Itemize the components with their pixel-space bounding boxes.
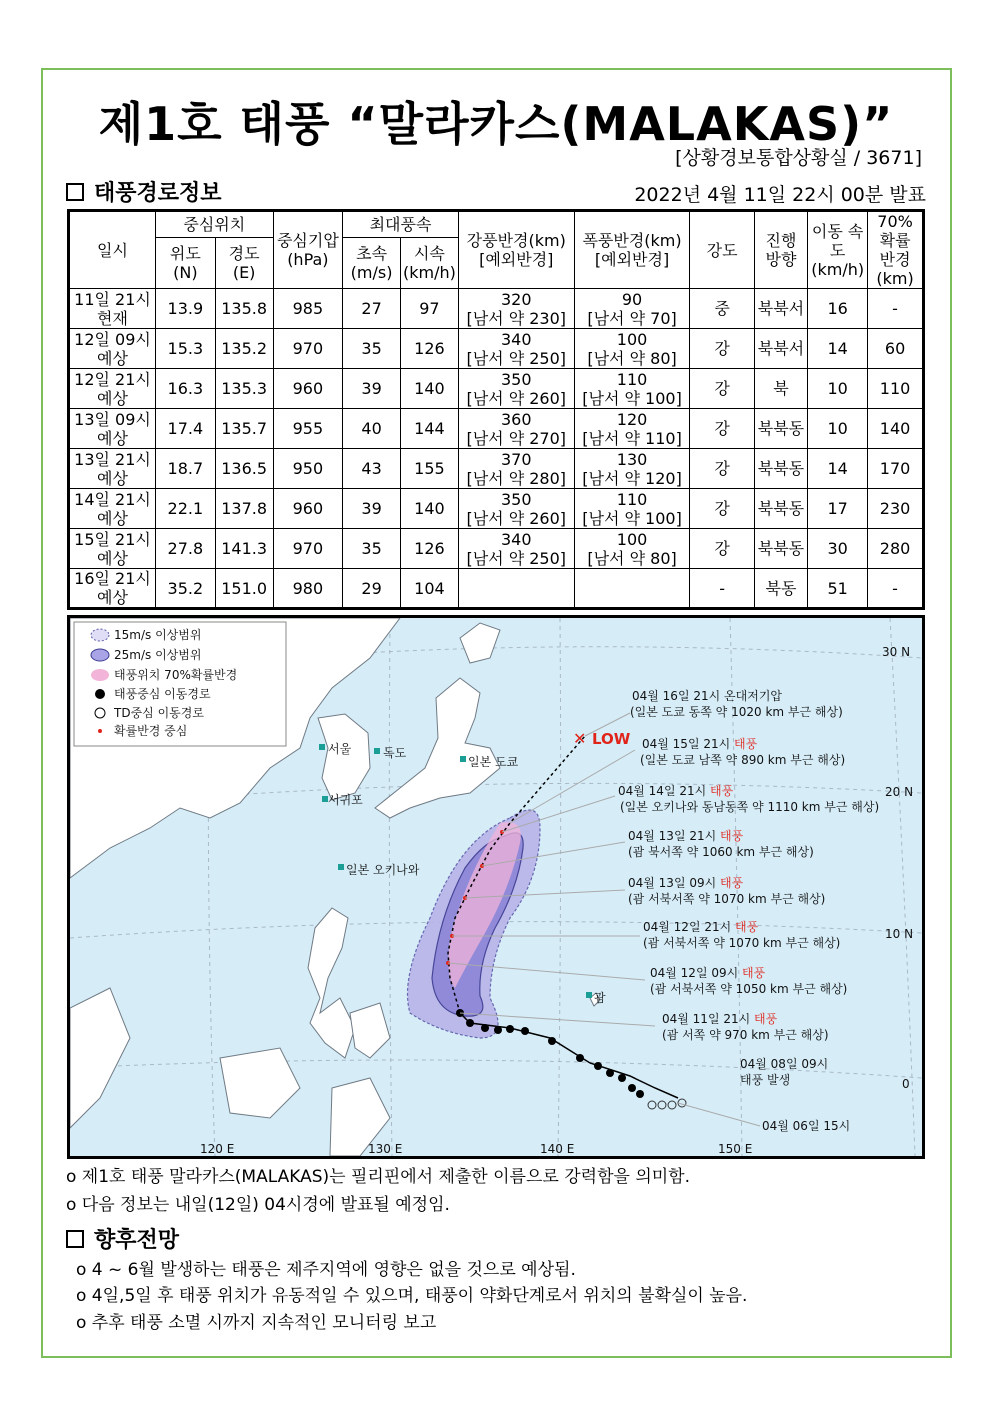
cell-storm <box>574 329 690 369</box>
section-outlook-title: 향후전망 <box>94 1228 180 1253</box>
cell-storm <box>574 529 690 569</box>
section-track-info <box>66 176 222 207</box>
anno-2-desc: (일본 오키나와 동남동쪽 약 1110 km 부근 해상) <box>620 800 880 814</box>
cell-storm-main: 110 <box>616 369 648 389</box>
cell-datetime <box>69 289 156 329</box>
cell-storm-main: 90 <box>621 289 643 309</box>
legend-gale-swatch <box>91 629 109 641</box>
table-row <box>69 289 924 329</box>
header-pressure: 중심기압 (hPa) <box>273 211 343 289</box>
cell-direction: 북동 <box>754 569 807 609</box>
anno-5-date: 04월 12일 21시 태풍 <box>643 920 759 934</box>
header-gale: 강풍반경(km) [예외반경] <box>458 211 574 289</box>
cell-lon: 137.8 <box>215 489 273 529</box>
cell-storm-sub: [남서 약 70] <box>587 308 677 328</box>
td-date: 04월 06일 15시 <box>762 1119 851 1133</box>
cell-wind-kmh: 144 <box>400 409 458 449</box>
cell-gale-sub: [남서 약 260] <box>466 388 567 408</box>
cell-wind-ms: 43 <box>343 449 401 489</box>
cell-gale-main: 340 <box>500 329 532 349</box>
cell-pressure: 970 <box>273 529 343 569</box>
cell-pressure: 985 <box>273 289 343 329</box>
table-row <box>69 489 924 529</box>
cell-storm-sub: [남서 약 80] <box>587 548 677 568</box>
legend-item-3: 태풍위치 70%확률반경 <box>114 668 238 682</box>
cell-datetime <box>69 329 156 369</box>
cell-wind-ms: 35 <box>343 329 401 369</box>
cell-gale <box>458 489 574 529</box>
legend-prob-swatch <box>91 669 109 681</box>
anno-6-desc: (괌 서북서쪽 약 1050 km 부근 해상) <box>650 982 848 996</box>
checkbox-square-icon <box>66 1230 84 1248</box>
cell-direction: 북북서 <box>754 289 807 329</box>
track-table <box>67 209 925 610</box>
cell-storm-main: 130 <box>616 449 648 469</box>
cell-lat: 17.4 <box>156 409 216 449</box>
header-storm: 폭풍반경(km) [예외반경] <box>574 211 690 289</box>
cell-intensity: 강 <box>690 409 754 449</box>
outlook-3: o 추후 태풍 소멸 시까지 지속적인 모니터링 보고 <box>76 1313 437 1333</box>
header-center: 중심위치 <box>156 211 274 238</box>
cell-lon: 151.0 <box>215 569 273 609</box>
cell-gale <box>458 289 574 329</box>
cell-intensity: 강 <box>690 329 754 369</box>
cell-pressure: 960 <box>273 489 343 529</box>
cell-lon: 135.2 <box>215 329 273 369</box>
cell-pressure: 960 <box>273 369 343 409</box>
table-row <box>69 569 924 609</box>
cell-datetime-sub: 예상 <box>97 588 128 607</box>
table-row <box>69 529 924 569</box>
cell-pressure: 970 <box>273 329 343 369</box>
cell-storm-sub: [남서 약 110] <box>582 428 682 448</box>
cell-datetime-main: 12일 21시 <box>74 369 151 389</box>
cell-gale-sub: [남서 약 230] <box>466 308 567 328</box>
cell-wind-ms: 29 <box>343 569 401 609</box>
cell-speed: 17 <box>808 489 868 529</box>
place-seogwipo: 서귀포 <box>328 793 363 807</box>
cell-pressure: 980 <box>273 569 343 609</box>
cell-prob: 230 <box>868 489 924 529</box>
cell-direction: 북 <box>754 369 807 409</box>
map-legend <box>74 622 286 746</box>
cell-direction: 북북서 <box>754 329 807 369</box>
cell-speed: 16 <box>808 289 868 329</box>
checkbox-square-icon <box>66 183 84 201</box>
cell-gale <box>458 569 574 609</box>
cell-wind-kmh: 126 <box>400 329 458 369</box>
issued-time: 2022년 4월 11일 22시 00분 발표 <box>634 184 926 206</box>
lon-label-140: 140 E <box>540 1142 575 1156</box>
cell-speed: 51 <box>808 569 868 609</box>
cell-gale <box>458 329 574 369</box>
cell-storm <box>574 569 690 609</box>
lat-label-30: 30 N <box>882 645 911 659</box>
cell-gale-sub: [남서 약 280] <box>466 468 567 488</box>
office-info: [상황경보통합상황실 / 3671] <box>675 147 922 169</box>
cell-lat: 18.7 <box>156 449 216 489</box>
cell-prob: 280 <box>868 529 924 569</box>
legend-item-1: 15m/s 이상범위 <box>114 628 202 642</box>
cell-datetime <box>69 489 156 529</box>
cell-intensity: 강 <box>690 489 754 529</box>
cell-wind-ms: 35 <box>343 529 401 569</box>
header-lon: 경도(E) <box>215 237 273 288</box>
track-map <box>67 615 925 1159</box>
table-row <box>69 409 924 449</box>
cell-wind-kmh: 104 <box>400 569 458 609</box>
cell-storm <box>574 369 690 409</box>
note-2: o 다음 정보는 내일(12일) 04시경에 발표될 예정임. <box>66 1195 450 1215</box>
anno-1-date: 04월 15일 21시 태풍 <box>642 737 758 751</box>
place-dokdo: 독도 <box>383 746 407 760</box>
legend-item-4: 태풍중심 이동경로 <box>114 687 211 701</box>
anno-0-desc: (일본 도쿄 동쪽 약 1020 km 부근 해상) <box>630 705 843 719</box>
cell-prob: - <box>868 569 924 609</box>
cell-gale-main: 340 <box>500 529 532 549</box>
cell-datetime <box>69 569 156 609</box>
cell-gale-main: 350 <box>500 369 532 389</box>
anno-4-date: 04월 13일 09시 태풍 <box>628 876 744 890</box>
table-row <box>69 449 924 489</box>
cell-lat: 16.3 <box>156 369 216 409</box>
section-outlook <box>66 1223 179 1254</box>
cell-storm-sub: [남서 약 100] <box>582 388 682 408</box>
cell-pressure: 950 <box>273 449 343 489</box>
place-tokyo: 일본 도쿄 <box>468 755 519 769</box>
anno-5-desc: (괌 서북서쪽 약 1070 km 부근 해상) <box>643 936 841 950</box>
header-direction: 진행 방향 <box>754 211 807 289</box>
anno-1-desc: (일본 도쿄 남쪽 약 890 km 부근 해상) <box>640 753 846 767</box>
cell-gale-main: 320 <box>500 289 532 309</box>
lat-label-10: 10 N <box>885 927 914 941</box>
cell-direction: 북북동 <box>754 489 807 529</box>
cell-intensity: 강 <box>690 529 754 569</box>
cell-gale <box>458 409 574 449</box>
low-marker-icon: ✕ <box>573 729 587 748</box>
cell-storm <box>574 289 690 329</box>
header-intensity: 강도 <box>690 211 754 289</box>
cell-datetime-main: 16일 21시 <box>74 569 151 588</box>
cell-gale-main: 350 <box>500 489 532 509</box>
place-okinawa: 일본 오키나와 <box>346 863 420 877</box>
cell-intensity: 강 <box>690 449 754 489</box>
cell-prob: 170 <box>868 449 924 489</box>
cell-gale-sub: [남서 약 250] <box>466 348 567 368</box>
cell-datetime-sub: 예상 <box>97 548 128 568</box>
genesis-date: 04월 08일 09시 <box>740 1057 829 1071</box>
cell-wind-ms: 40 <box>343 409 401 449</box>
cell-datetime <box>69 449 156 489</box>
place-seoul: 서울 <box>328 742 352 756</box>
anno-4-desc: (괌 서북서쪽 약 1070 km 부근 해상) <box>628 892 826 906</box>
header-datetime: 일시 <box>69 211 156 289</box>
cell-pressure: 955 <box>273 409 343 449</box>
legend-item-6: 확률반경 중심 <box>114 724 188 738</box>
anno-3-date: 04월 13일 21시 태풍 <box>628 829 744 843</box>
genesis-text: 태풍 발생 <box>740 1073 791 1087</box>
header-lat: 위도(N) <box>156 237 216 288</box>
outlook-2: o 4일,5일 후 태풍 위치가 유동적일 수 있으며, 태풍이 약화단계로서 위치의 불확실이 높음. <box>76 1286 748 1306</box>
cell-lat: 35.2 <box>156 569 216 609</box>
cell-intensity: 강 <box>690 369 754 409</box>
prob-center-dot-icon <box>98 729 102 733</box>
cell-speed: 10 <box>808 409 868 449</box>
cell-datetime-main: 14일 21시 <box>74 489 151 509</box>
cell-intensity: - <box>690 569 754 609</box>
cell-lon: 136.5 <box>215 449 273 489</box>
cell-datetime-sub: 예상 <box>97 388 128 408</box>
cell-datetime-main: 15일 21시 <box>74 529 151 549</box>
header-ms: 초속 (m/s) <box>343 237 401 288</box>
cell-prob: 110 <box>868 369 924 409</box>
lat-label-20: 20 N <box>885 785 914 799</box>
outlook-1: o 4 ~ 6월 발생하는 태풍은 제주지역에 영향은 없을 것으로 예상됨. <box>76 1260 576 1280</box>
cell-lon: 135.8 <box>215 289 273 329</box>
section-track-info-title: 태풍경로정보 <box>94 181 222 206</box>
low-label: LOW <box>592 730 631 748</box>
cell-direction: 북북동 <box>754 409 807 449</box>
cell-lat: 27.8 <box>156 529 216 569</box>
table-row <box>69 329 924 369</box>
note-1: o 제1호 태풍 말라카스(MALAKAS)는 필리핀에서 제출한 이름으로 강력함을 의미함. <box>66 1167 690 1187</box>
table-row <box>69 369 924 409</box>
anno-7-desc: (괌 서쪽 약 970 km 부근 해상) <box>662 1028 829 1042</box>
header-kmh: 시속 (km/h) <box>400 237 458 288</box>
anno-6-date: 04월 12일 09시 태풍 <box>650 966 766 980</box>
legend-storm-swatch <box>91 649 109 661</box>
anno-3-desc: (괌 북서쪽 약 1060 km 부근 해상) <box>628 845 814 859</box>
cell-datetime-main: 13일 09시 <box>74 409 151 429</box>
cell-storm-sub: [남서 약 120] <box>582 468 682 488</box>
cell-gale-sub: [남서 약 260] <box>466 508 567 528</box>
lat-label-0: 0 <box>902 1077 910 1091</box>
page-title: 제1호 태풍 “말라카스(MALAKAS)” <box>98 97 894 151</box>
cell-speed: 30 <box>808 529 868 569</box>
cell-wind-ms: 27 <box>343 289 401 329</box>
cell-lat: 13.9 <box>156 289 216 329</box>
cell-gale-main: 370 <box>500 449 532 469</box>
cell-prob: 140 <box>868 409 924 449</box>
lon-label-150: 150 E <box>718 1142 753 1156</box>
cell-speed: 14 <box>808 449 868 489</box>
anno-7-date: 04월 11일 21시 태풍 <box>662 1012 778 1026</box>
cell-datetime <box>69 529 156 569</box>
cell-wind-kmh: 140 <box>400 369 458 409</box>
cell-lat: 22.1 <box>156 489 216 529</box>
cell-speed: 14 <box>808 329 868 369</box>
cell-lat: 15.3 <box>156 329 216 369</box>
cell-gale <box>458 529 574 569</box>
lon-label-120: 120 E <box>200 1142 235 1156</box>
cell-gale-sub: [남서 약 250] <box>466 548 567 568</box>
cell-lon: 141.3 <box>215 529 273 569</box>
place-guam: 괌 <box>594 991 606 1005</box>
cell-storm <box>574 449 690 489</box>
cell-direction: 북북동 <box>754 449 807 489</box>
cell-wind-kmh: 97 <box>400 289 458 329</box>
cell-wind-kmh: 126 <box>400 529 458 569</box>
annotation-labels <box>618 688 879 1133</box>
cell-prob: 60 <box>868 329 924 369</box>
header-prob: 70% 확률 반경 (km) <box>868 211 924 289</box>
legend-item-5: TD중심 이동경로 <box>114 706 204 720</box>
cell-wind-kmh: 155 <box>400 449 458 489</box>
cell-wind-ms: 39 <box>343 369 401 409</box>
typhoon-center-icon <box>95 689 105 699</box>
cell-datetime-sub: 예상 <box>97 348 128 368</box>
cell-storm <box>574 409 690 449</box>
cell-storm-main: 120 <box>616 409 648 429</box>
cell-storm-main: 100 <box>616 529 648 549</box>
legend-item-2: 25m/s 이상범위 <box>114 648 202 662</box>
cell-wind-kmh: 140 <box>400 489 458 529</box>
cell-lon: 135.3 <box>215 369 273 409</box>
anno-0-date: 04월 16일 21시 온대저기압 <box>632 689 783 703</box>
cell-gale <box>458 369 574 409</box>
cell-gale-sub: [남서 약 270] <box>466 428 567 448</box>
cell-datetime-main: 12일 09시 <box>74 329 151 349</box>
cell-storm-sub: [남서 약 100] <box>582 508 682 528</box>
cell-datetime-sub: 예상 <box>97 468 128 488</box>
cell-intensity: 중 <box>690 289 754 329</box>
anno-2-date: 04월 14일 21시 태풍 <box>618 784 734 798</box>
cell-storm-main: 100 <box>616 329 648 349</box>
cell-storm-sub: [남서 약 80] <box>587 348 677 368</box>
cell-lon: 135.7 <box>215 409 273 449</box>
cell-speed: 10 <box>808 369 868 409</box>
cell-gale-main: 360 <box>500 409 532 429</box>
cell-storm-main: 110 <box>616 489 648 509</box>
cell-datetime-main: 13일 21시 <box>74 449 151 469</box>
cell-datetime-sub: 현재 <box>97 308 128 328</box>
header-speed: 이동 속도 (km/h) <box>808 211 868 289</box>
cell-datetime-sub: 예상 <box>97 428 128 448</box>
lon-label-130: 130 E <box>368 1142 403 1156</box>
cell-wind-ms: 39 <box>343 489 401 529</box>
cell-storm <box>574 489 690 529</box>
cell-datetime <box>69 369 156 409</box>
cell-gale <box>458 449 574 489</box>
header-maxwind: 최대풍속 <box>343 211 459 238</box>
cell-datetime <box>69 409 156 449</box>
track-map-svg <box>70 618 922 1156</box>
cell-prob: - <box>868 289 924 329</box>
cell-direction: 북북동 <box>754 529 807 569</box>
cell-datetime-sub: 예상 <box>97 508 128 528</box>
cell-datetime-main: 11일 21시 <box>74 289 151 309</box>
